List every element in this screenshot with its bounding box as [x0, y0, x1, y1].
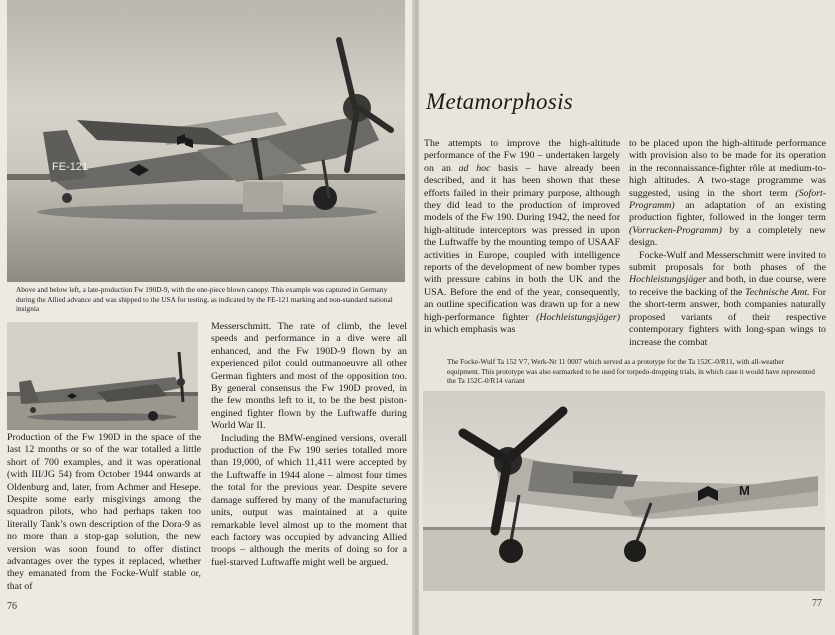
right-col2-text-2c: For the short-term answer, both companies naturally proposed variants of their respective contemporary fighters with long-span wings to increase the combat: [629, 286, 827, 348]
right-column-1: [424, 138, 620, 337]
photo-code-label: FE-121: [52, 161, 89, 173]
left-col2-paragraph-2: Including the BMW-engined versions, overall production of the Fw 190 series totalled more than 19,000, of which 11,411 were accepted by the Luftwaffe in 1944 alone – almost four times the total for the previous year. Despite severe damage suffered by many of the manufacturing units, output was maintained at a quite remarkable level almost up to the moment that each factory was occupied by advancing Allied troops – although the merits of doing so for a fuel-starved Luftwaffe might well be argued.: [211, 432, 407, 568]
left-col1-paragraph: Production of the Fw 190D in the space of the last 12 months or so of the war totalled a little short of 700 examples, and it was operational (with III/JG 54) from October 1944 onwards at Oldenburg and, later, from Achmer and Hesepe. Despite some early misgivings among the squadron pilots, who had perhaps taken too literally Tank’s own description of the Dora-9 as no more than a stop-gap solution, the new version was soon found to offer distinct advantages over the types it replaced, whether they emanated from the Focke-Wulf stable or, that of: [7, 432, 201, 592]
photo-small-side: [7, 322, 198, 430]
right-column-2: [629, 138, 826, 349]
left-col2-paragraph-1: Messerschmitt. The rate of climb, the level speeds and performance in a dive were all enhanced, and the Fw 190D-9 flown by an experienced pilot could outmanoeuvre all other German fighters and most of the opposition too. By general consensus the Fw 190D proved, in the few months left to it, to be the best piston-engined fighter flown by the Luftwaffe during World War II.: [211, 321, 407, 432]
right-col2-vorrucken: (Vorrucken-Programm): [629, 224, 722, 236]
right-col2-techamt: Technische Amt.: [745, 286, 810, 298]
left-page: [0, 0, 415, 635]
right-col1-text-b: basis – have already been described, and it has been shown that these efforts failed in their primary purpose, although they did lead to the production of improved models of the Fw 190. During 1942, the need for high-altitude interceptors was pressed in upon the Luftwaffe by the mounting tempo of USAAF activities in Europe, coupled with intelligence reports of the development of new bomber types with pressure cabins in both the UK and the USA. Before the end of the year, consequently, an outline specification was drawn up for a new high-performance fighter: [424, 162, 620, 323]
right-col1-paragraph: [424, 138, 620, 337]
right-col2-text-1c: by a completely new design.: [629, 224, 826, 249]
right-col2-hoch: Hochleistungsjäger: [629, 274, 707, 286]
photo-fe121-rear: [7, 0, 405, 282]
right-col2-text-2b: and both, in due course, were to receive the backing of the: [629, 274, 827, 298]
right-col2-text-1b: an adaptation of an existing production fighter, followed in the longer term: [629, 200, 826, 224]
right-col1-text-a: The attempts to improve the high-altitude performance of the Fw 190 – undertaken largely on an: [424, 138, 620, 174]
right-col2-paragraph-2: [629, 250, 826, 349]
photo-ta152-v7: [423, 391, 825, 591]
right-col2-text-1a: to be placed upon the high-altitude performance with provision also to be made for its operation in the reconnaissance-fighter rôle at medium-to-high altitudes. A two-stage programme was suggested, using in the short term: [629, 138, 826, 199]
page-number-right: 77: [812, 598, 822, 609]
right-col1-term: (Hochleistungsjäger): [536, 311, 620, 323]
chapter-title: Metamorphosis: [426, 89, 574, 114]
right-col2-sofort: (Sofort-Programm): [629, 187, 827, 212]
left-column-2: [211, 321, 407, 569]
right-col2-paragraph-1: [629, 138, 826, 250]
left-column-1: [7, 432, 201, 593]
right-page: [419, 0, 835, 635]
right-col1-adhoc: ad hoc: [458, 162, 491, 174]
right-col1-text-c: in which emphasis was: [424, 324, 516, 336]
page-number-left: 76: [7, 601, 17, 612]
caption-top: Above and below left, a late-production Fw 190D-9, with the one-piece blown canopy. This example was captured in Germany during the Allied advance and was shipped to the USA for testing, as indicated by the FE-121 marking and non-standard national insignia: [16, 285, 393, 314]
right-col2-text-2a: Focke-Wulf and Messerschmitt were invited to submit proposals for both phases of the: [629, 249, 826, 274]
caption-ta152: The Focke-Wulf Ta 152 V7, Werk-Nr 11 0007 which served as a prototype for the Ta 152C-0/R11, with all-weather equipment. This prototype was also earmarked to be used for torpedo-dropping trials, in which case it would have represented the Ta 152C-0/R14 variant: [447, 357, 815, 386]
photo-code-m: M: [739, 483, 750, 498]
